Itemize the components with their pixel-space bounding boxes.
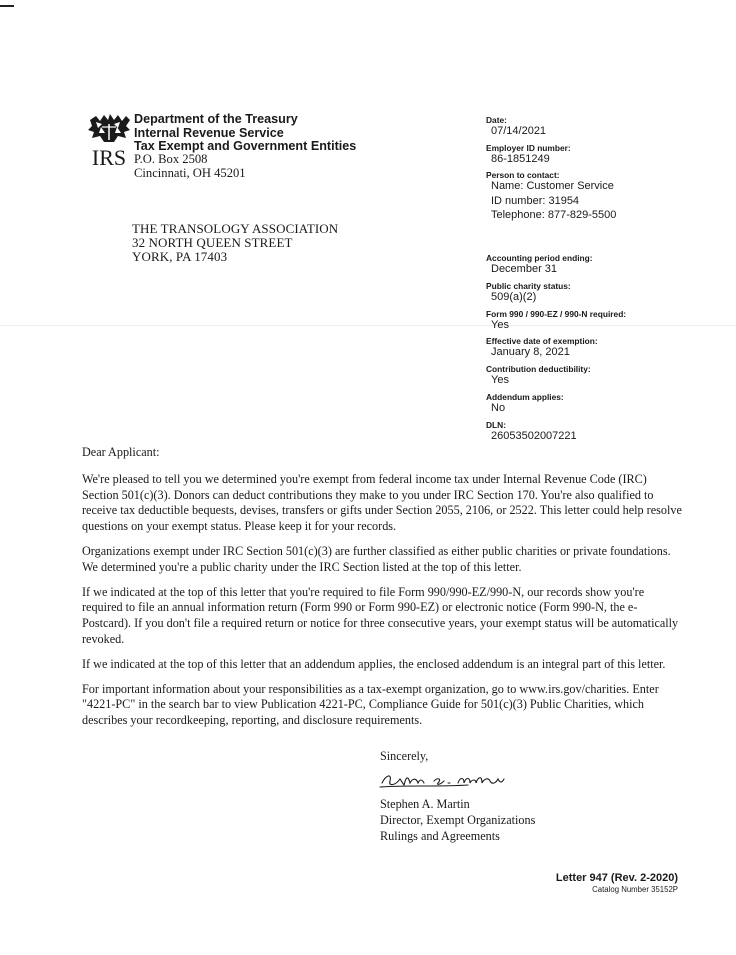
public-charity-status-field xyxy=(486,281,726,309)
contribution-deductibility-label: Contribution deductibility: xyxy=(486,364,591,375)
recipient-address xyxy=(132,222,338,264)
ein-label: Employer ID number: xyxy=(486,142,571,153)
addendum-applies-field xyxy=(486,392,726,420)
handwritten-signature xyxy=(378,765,508,793)
recipient-line: 32 NORTH QUEEN STREET xyxy=(132,235,293,250)
effective-date-field xyxy=(486,336,726,364)
agency-line: Internal Revenue Service xyxy=(134,125,284,140)
recipient-line: YORK, PA 17403 xyxy=(132,249,228,264)
signer-block xyxy=(380,797,535,844)
contact-field xyxy=(486,170,726,253)
letter-footer xyxy=(556,872,678,895)
salutation: Dear Applicant: xyxy=(82,445,160,459)
scan-edge-mark xyxy=(0,5,14,7)
dln-value: 26053502007221 xyxy=(491,429,577,442)
public-charity-status-label: Public charity status: xyxy=(486,281,571,292)
catalog-number: Catalog Number 35152P xyxy=(592,885,678,894)
accounting-period-value: December 31 xyxy=(491,263,558,276)
date-value: 07/14/2021 xyxy=(491,125,547,137)
date-label: Date: xyxy=(486,115,507,125)
effective-date-value: January 8, 2021 xyxy=(491,346,570,359)
body-paragraph: If we indicated at the top of this letter that an addendum applies, the enclosed addendum is an integral part of this letter. xyxy=(82,656,666,671)
addendum-applies-label: Addendum applies: xyxy=(486,391,564,402)
body-paragraph: Organizations exempt under IRC Section 501(c)(3) are further classified as either public charities or private foundations. We determined you're a public charity under the IRC Section listed at the top of this letter. xyxy=(82,543,671,574)
ein-value: 86-1851249 xyxy=(491,152,550,165)
irs-logo-text: IRS xyxy=(91,145,127,170)
agency-name xyxy=(134,113,356,154)
closing: Sincerely, xyxy=(380,749,429,763)
agency-address xyxy=(134,153,246,180)
letter-body xyxy=(82,445,682,738)
dln-label: DLN: xyxy=(486,419,507,430)
agency-line: Tax Exempt and Government Entities xyxy=(134,139,357,153)
accounting-period-field xyxy=(486,253,726,281)
form-990-required-value: Yes xyxy=(491,318,509,331)
date-field xyxy=(486,115,726,143)
address-line: P.O. Box 2508 xyxy=(134,152,208,166)
irs-eagle-logo-icon xyxy=(86,112,132,176)
public-charity-status-value: 509(a)(2) xyxy=(491,291,537,304)
ein-field xyxy=(486,143,726,171)
signer-title: Director, Exempt Organizations xyxy=(380,812,536,827)
body-paragraph: If we indicated at the top of this letter that you're required to file Form 990/990-EZ/990-N, our records show you're required to file an annual information return (Form 990 or Form 990-EZ) or electronic notice (Form 990-N, the e-Postcard). If you don't file a required return or notice for three consecutive years, your exempt status will be automatically revoked. xyxy=(82,584,679,646)
letter-info-panel xyxy=(486,115,726,447)
form-990-required-label: Form 990 / 990-EZ / 990-N required: xyxy=(486,308,627,319)
body-paragraph: For important information about your responsibilities as a tax-exempt organization, go to www.irs.gov/charities. Enter "4221-PC" in the search bar to view Publication 4221-PC, Compliance Guide for 501(c)(3) Public Charities, which describes your recordkeeping, reporting, and disclosure requirements. xyxy=(82,681,659,728)
signer-office: Rulings and Agreements xyxy=(380,828,500,843)
body-paragraph: We're pleased to tell you we determined you're exempt from federal income tax under Internal Revenue Code (IRC) Section 501(c)(3). Donors can deduct contributions they make to you under IRC Section 170. You're also qualified to receive tax deductible bequests, devises, transfers or gifts under Section 2055, 2106, or 2522. This letter could help resolve questions on your exempt status. Please keep it for your records. xyxy=(82,471,682,534)
recipient-line: THE TRANSOLOGY ASSOCIATION xyxy=(132,221,339,236)
contribution-deductibility-value: Yes xyxy=(491,374,509,387)
form-number: Letter 947 (Rev. 2-2020) xyxy=(555,872,678,884)
form-990-required-field xyxy=(486,309,726,337)
effective-date-label: Effective date of exemption: xyxy=(486,336,598,347)
contribution-deductibility-field xyxy=(486,364,726,392)
agency-line: Department of the Treasury xyxy=(134,112,298,126)
accounting-period-label: Accounting period ending: xyxy=(486,253,593,264)
contact-id: ID number: 31954 xyxy=(491,194,580,207)
contact-label: Person to contact: xyxy=(486,170,560,181)
signer-name: Stephen A. Martin xyxy=(380,797,470,811)
addendum-applies-value: No xyxy=(491,401,506,414)
address-line: Cincinnati, OH 45201 xyxy=(134,165,246,180)
contact-name: Name: Customer Service xyxy=(491,180,614,193)
contact-phone: Telephone: 877-829-5500 xyxy=(491,209,617,222)
dln-field xyxy=(486,420,726,448)
